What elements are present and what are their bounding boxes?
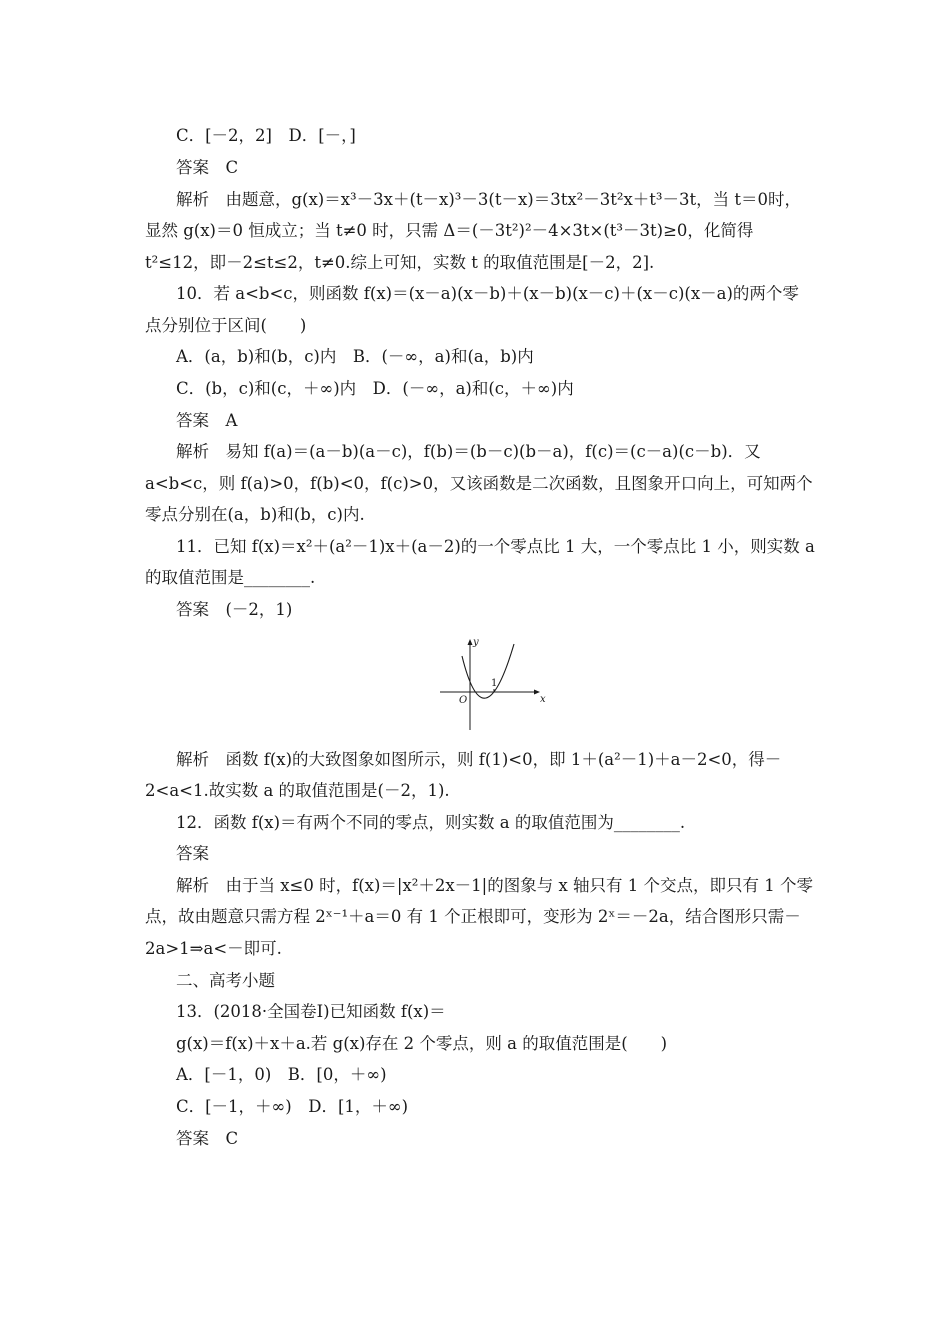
q9-answer: 答案 C [176, 158, 239, 177]
q12-explanation-line-1: 解析 由于当 x≤0 时，f(x)＝|x²＋2x－1|的图象与 x 轴只有 1 个交点，即只有 1 个零 [176, 876, 814, 895]
q10-answer: 答案 A [176, 411, 238, 430]
q13-stem-line-2: g(x)＝f(x)＋x＋a.若 g(x)存在 2 个零点，则 a 的取值范围是( ) [176, 1034, 668, 1053]
q11-stem-line-2: 的取值范围是________. [145, 568, 316, 587]
q11-explanation-line-2: 2<a<1.故实数 a 的取值范围是(－2，1). [145, 781, 450, 800]
x-axis-label: x [540, 694, 546, 705]
q9-explanation-line-2: 显然 g(x)＝0 恒成立；当 t≠0 时，只需 Δ＝(－3t²)²－4×3t×(t³－3t)≥0，化简得 [145, 221, 754, 240]
q13-options-ab: A．[－1，0) B．[0，＋∞) [176, 1065, 387, 1084]
q11-stem-line-1: 11．已知 f(x)＝x²＋(a²－1)x＋(a－2)的一个零点比 1 大，一个零点比 1 小，则实数 a [176, 537, 815, 556]
q10-explanation-line-3: 零点分别在(a，b)和(b，c)内. [145, 505, 365, 524]
q10-explanation-line-2: a<b<c，则 f(a)>0，f(b)<0，f(c)>0，又该函数是二次函数，且图象开口向上，可知两个 [145, 474, 813, 493]
q9-explanation-line-3: t²≤12，即－2≤t≤2，t≠0.综上可知，实数 t 的取值范围是[－2，2]. [145, 253, 655, 272]
parabola-figure [436, 636, 546, 732]
parabola-graph [436, 636, 546, 732]
q13-options-cd: C．[－1，＋∞) D．[1，＋∞) [176, 1097, 409, 1116]
q9-options-cd: C．[－2，2] D．[－，] [176, 126, 356, 145]
q12-explanation-line-2: 点，故由题意只需方程 2ˣ⁻¹＋a＝0 有 1 个正根即可，变形为 2ˣ＝－2a，结合图形只需－ [145, 907, 801, 926]
q10-options-ab: A．(a，b)和(b，c)内 B．(－∞，a)和(a，b)内 [176, 347, 534, 366]
q10-stem-line-1: 10．若 a<b<c，则函数 f(x)＝(x－a)(x－b)＋(x－b)(x－c)＋(x－c)(x－a)的两个零 [176, 284, 799, 303]
section-heading: 二、高考小题 [176, 971, 275, 990]
y-axis-arrow [468, 639, 473, 645]
q13-stem-line-1: 13．(2018·全国卷Ⅰ)已知函数 f(x)＝ [176, 1002, 446, 1021]
q13-answer: 答案 C [176, 1129, 239, 1148]
q11-answer: 答案 (－2，1) [176, 600, 293, 619]
q12-stem: 12．函数 f(x)＝有两个不同的零点，则实数 a 的取值范围为________. [176, 813, 686, 832]
origin-label: O [459, 695, 468, 706]
q11-explanation-line-1: 解析 函数 f(x)的大致图象如图所示，则 f(1)<0，即 1＋(a²－1)＋a－2<0，得－ [176, 750, 782, 769]
q9-explanation-line-1: 解析 由题意，g(x)＝x³－3x＋(t－x)³－3(t－x)＝3tx²－3t²x＋t³－3t，当 t＝0时， [176, 190, 802, 209]
x-tick-label-1: 1 [491, 678, 498, 689]
q10-stem-line-2: 点分别位于区间( ) [145, 316, 307, 335]
q12-explanation-line-3: 2a>1⇒a<－即可. [145, 939, 282, 958]
q12-answer: 答案 [176, 844, 209, 863]
q10-explanation-line-1: 解析 易知 f(a)＝(a－b)(a－c)，f(b)＝(b－c)(b－a)，f(c)＝(c－a)(c－b)．又 [176, 442, 761, 461]
q10-options-cd: C．(b，c)和(c，＋∞)内 D．(－∞，a)和(c，＋∞)内 [176, 379, 574, 398]
y-axis-label: y [473, 637, 479, 648]
